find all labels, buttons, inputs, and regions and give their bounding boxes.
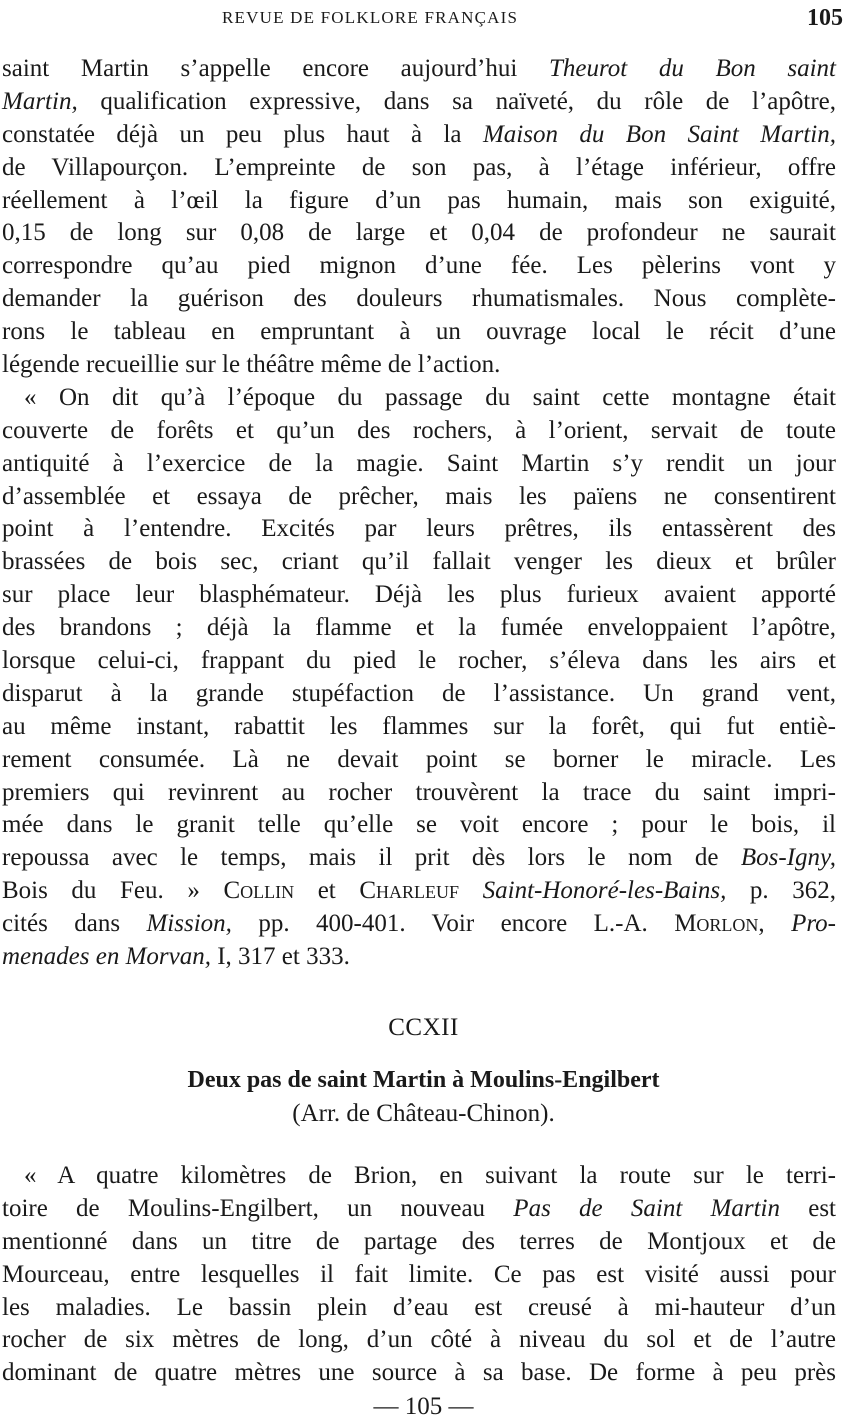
text-line: dominant de quatre mètres une source à sa base. De forme à peu près [2, 1359, 836, 1387]
text-line: Martin, qualification expressive, dans sa naïveté, du rôle de l’apôtre, [2, 87, 836, 115]
text-line: mée dans le granit telle qu’elle se voit encore ; pour le bois, il [2, 811, 836, 839]
text-line: « On dit qu’à l’époque du passage du saint cette montagne était [24, 383, 836, 411]
text-line: de Villapourçon. L’empreinte de son pas, à l’étage inférieur, offre [2, 153, 836, 181]
section-title: Deux pas de saint Martin à Moulins-Engilbert [187, 1067, 660, 1093]
header-page-number: 105 [807, 5, 843, 31]
body-text-upper [2, 53, 836, 974]
text-line: mentionné dans un titre de partage des terres de Montjoux et de [2, 1227, 836, 1255]
text-line: disparut à la grande stupéfaction de l’assistance. Un grand vent, [2, 679, 836, 707]
text-line: rons le tableau en empruntant à un ouvrage local le récit d’une [2, 318, 836, 346]
text-line: demander la guérison des douleurs rhumatismales. Nous complète- [2, 285, 836, 313]
text-line: toire de Moulins-Engilbert, un nouveau Pas de Saint Martin est [2, 1194, 837, 1222]
running-header [0, 6, 847, 30]
text-line: cités dans Mission, pp. 400-401. Voir encore L.-A. Morlon, Pro- [2, 910, 836, 938]
text-line: légende recueillie sur le théâtre même de l’action. [2, 351, 501, 379]
running-title: REVUE DE FOLKLORE FRANÇAIS [222, 8, 519, 27]
text-line: réellement à l’œil la figure d’un pas humain, mais son exiguité, [2, 186, 836, 214]
author-name: Charleuf [359, 877, 460, 905]
text-line: Mourceau, entre lesquelles il fait limite. Ce pas est visité aussi pour [2, 1260, 836, 1288]
book-title: menades en Morvan, [2, 943, 211, 971]
book-title: Saint-Honoré-les-Bains, [482, 877, 727, 905]
book-title: Mission, [146, 910, 232, 938]
section-number: CCXII [388, 1014, 459, 1041]
text-line: au même instant, rabattit les flammes sur la forêt, qui fut entiè- [2, 712, 836, 740]
text-line: 0,15 de long sur 0,08 de large et 0,04 de profondeur ne saurait [2, 219, 836, 247]
text-line: saint Martin s’appelle encore aujourd’hui Theurot du Bon saint [2, 55, 837, 82]
text-line: lorsque celui-ci, frappant du pied le rocher, s’éleva dans les airs et [2, 647, 836, 675]
text-line: des brandons ; déjà la flamme et la fumée enveloppaient l’apôtre, [2, 614, 836, 642]
text-line: d’assemblée et essaya de prêcher, mais les païens ne consentirent [2, 482, 836, 510]
text-line: point à l’entendre. Excités par leurs prêtres, ils entassèrent des [2, 515, 836, 543]
text-line: correspondre qu’au pied mignon d’une fée. Les pèlerins vont y [2, 252, 836, 280]
body-text-lower [2, 1160, 836, 1390]
text-line: rement consumée. Là ne devait point se borner le miracle. Les [2, 745, 836, 773]
text-line: menades en Morvan, I, 317 et 333. [2, 943, 350, 971]
text-line: couverte de forêts et qu’un des rochers, à l’orient, servait de toute [2, 416, 836, 444]
text-line: sur place leur blasphémateur. Déjà les plus furieux avaient apporté [2, 581, 836, 609]
text-line: rocher de six mètres de long, d’un côté à niveau du sol et de l’autre [2, 1326, 836, 1354]
footer-page-number: — 105 — [373, 1393, 474, 1420]
text-line: antiquité à l’exercice de la magie. Saint Martin s’y rendit un jour [2, 449, 836, 477]
text-line: brassées de bois sec, criant qu’il fallait venger les dieux et brûler [2, 548, 836, 576]
text-line: constatée déjà un peu plus haut à la Maison du Bon Saint Martin, [2, 120, 836, 148]
text-line: premiers qui revinrent au rocher trouvèrent la trace du saint impri- [2, 778, 836, 806]
author-name: Morlon, [674, 910, 765, 938]
text-line: Bois du Feu. » Collin et Charleuf Saint-Honoré-les-Bains, p. 362, [2, 877, 837, 905]
author-name: Collin [223, 877, 295, 905]
text-line: repoussa avec le temps, mais il prit dès lors le nom de Bos-Igny, [2, 844, 836, 872]
text-line: les maladies. Le bassin plein d’eau est creusé à mi-hauteur d’un [2, 1293, 836, 1321]
text-line: « A quatre kilomètres de Brion, en suivant la route sur le terri- [24, 1162, 836, 1189]
section-subtitle: (Arr. de Château-Chinon). [292, 1100, 555, 1127]
